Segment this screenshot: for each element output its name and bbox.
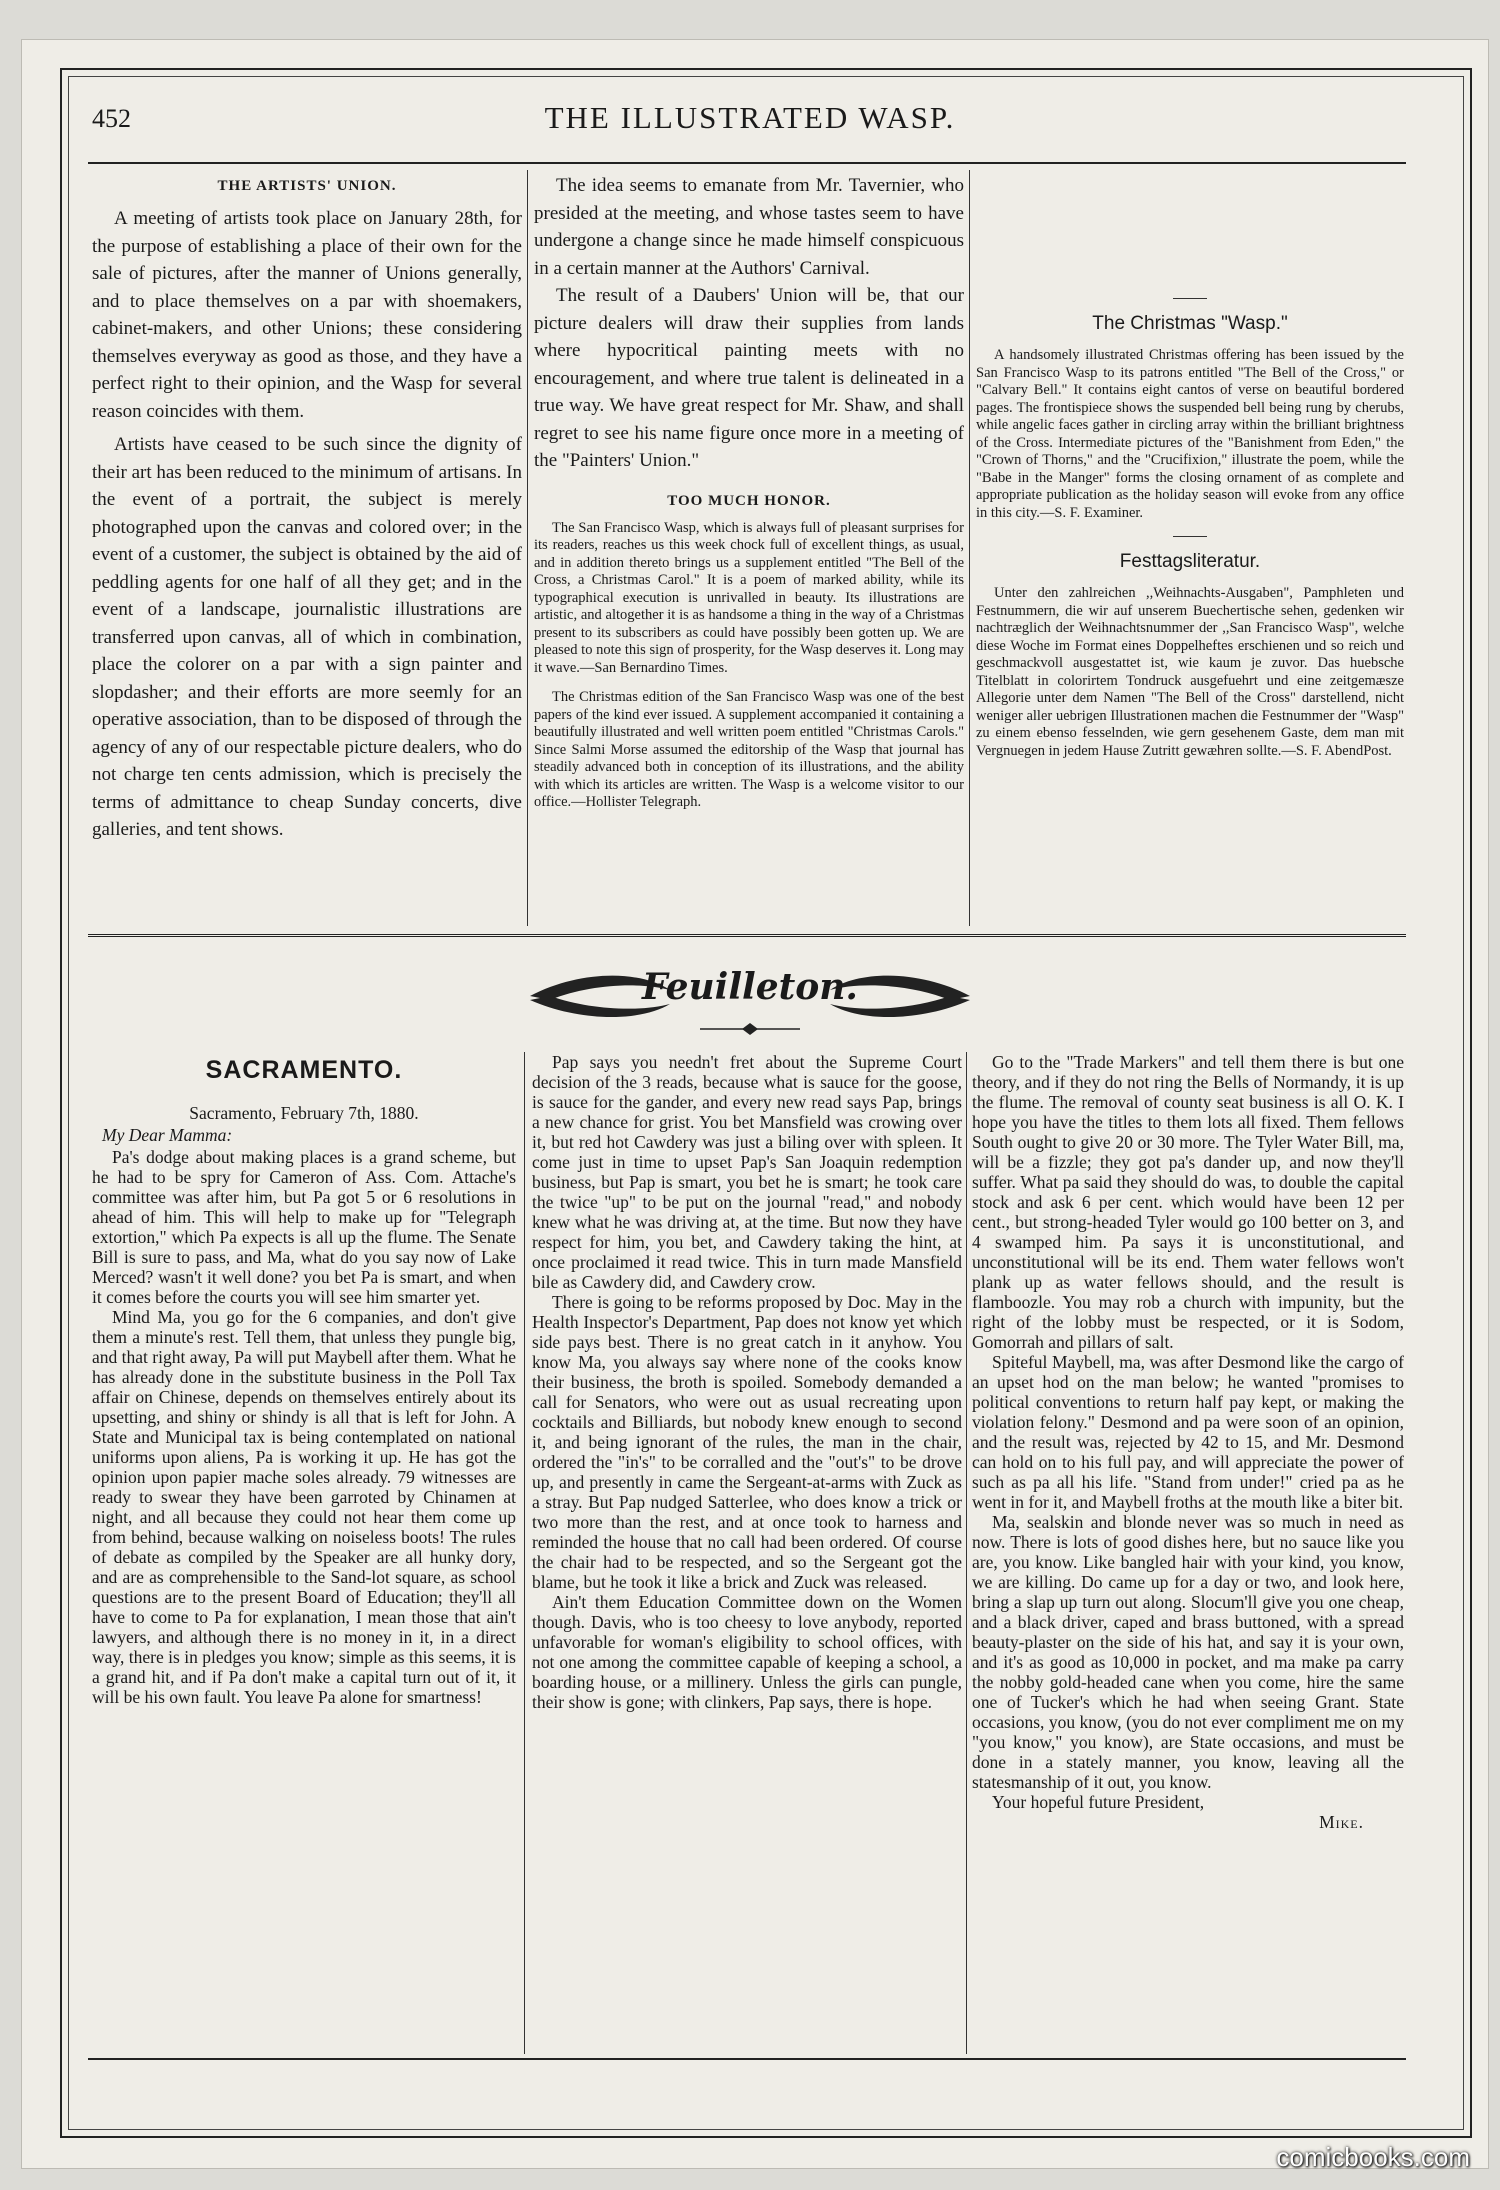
sacramento-salutation: My Dear Mamma: [102,1125,233,1145]
column-artists-union [92,172,522,844]
column-rule [966,1052,967,2054]
too-much-honor-paragraph: The San Francisco Wasp, which is always full of pleasant surprises for its readers, reaches us this week chock full of excellent things, as usual, and in addition thereto brings us a supplement entitled "The Bell of the Cross, a Christmas Carol." It is a poem of marked ability, while its typographical execution is unrivalled in beauty. Its illustrations are artistic, and altogether it is as handsome a thing in the way of a Christmas present to its subscribers as could have possibly been gotten up. We are pleased to note this sign of prosperity, for the Wasp deserves it. Long may it wave.—San Bernardino Times. [534,519,964,676]
christmas-wasp-heading: The Christmas "Wasp." [1092,313,1288,334]
festtags-body [976,585,1404,760]
too-much-honor-paragraph: The Christmas edition of the San Francisco Wasp was one of the best papers of the kind ever issued. A supplement accompanied it containing a beautifully illustrated and well written poem entitled "Christmas Carols." Since Salmi Morse assumed the editorship of the Wasp that journal has steadily advanced both in conception of its illustrations, and the ability with which its articles are written. The Wasp is a welcome visitor to our office.—Hollister Telegraph. [534,689,964,810]
artists-union-heading: THE ARTISTS' UNION. [217,178,397,194]
column-sacramento-1 [92,1050,516,1707]
sacramento-body-1 [92,1103,516,1707]
sacramento-paragraph: Ma, sealskin and blonde never was so much in need as now. There is lots of good dishes here, but no sauce like you are, you know. Like bangled hair with your kind, you know, we are killing. Do came up for a day or two, and look here, bring a slap up turn out along. Slocum'll give you one cheap, and a black driver, caped and brass buttoned, with a spread beauty-plaster on the side of his hat, and say it is your own, and it's as good as 10,000 in pocket, and ma make pa carry the nobby gold-headed cane when you come, hire the same one of Tucker's which he had when seeing Grant. State occasions, you know, (you do not ever compliment me on my "you know," you know), are State occasions, and must be done in a stately manner, you know, leaving all the statesmanship of it out, you know. [972,1512,1404,1792]
feuilleton-title: Feuilleton. [642,966,858,1008]
column-sacramento-3 [972,1052,1404,1832]
column-sacramento-2 [532,1052,962,1712]
column-artists-union-cont [534,172,964,812]
sacramento-signature: Mike. [1319,1812,1364,1832]
sacramento-paragraph: Spiteful Maybell, ma, was after Desmond like the cargo of an upset hod on the man below; he wanted "promises to political conventions to return half pay kept, or making the violation felony." Desmond and pa were soon of an opinion, and the result was, rejected by 42 to 15, and Mr. Desmond can hold on to his full pay, and will appreciate the power of such as pa all his life. "Stand from under!" cried pa as he went in for it, and Maybell froths at the mouth like a biter bit. [972,1352,1404,1512]
page-number: 452 [92,104,131,133]
artists-union-paragraph: Artists have ceased to be such since the dignity of their art has been reduced to the minimum of artisans. In the event of a portrait, the subject is merely photographed upon the canvas and colored over; in the event of a customer, the subject is obtained by the aid of peddling agents for one half of all they get; and in the event of a landscape, journalistic illustrations are transferred upon canvas, all of which in combination, place the colorer on a par with a sign painter and slopdasher; and their efforts are more seemly for an operative association, than to be disposed of through the agency of any of our respectable picture dealers, who do not charge ten cents admission, which is precisely the terms of admittance to cheap Sunday concerts, dive galleries, and tent shows. [92,434,523,840]
sacramento-body-3 [972,1052,1404,1832]
too-much-honor-body [534,520,964,812]
artists-union-paragraph: A meeting of artists took place on January 28th, for the purpose of establishing a place of their own for the sale of pictures, after the manner of Unions generally, and to place themselves on a par with shoemakers, cabinet-makers, and other Unions; these considering themselves everyway as good as those, and they have a perfect right to their opinion, and the Wasp for several reason coincides with them. [92,208,522,422]
artists-union-paragraph: The result of a Daubers' Union will be, that our picture dealers will draw their supplies from lands where hypocritical painting meets with no encouragement, and where true talent is delineated in a true way. We have great respect for Mr. Shaw, and shall regret to see his name figure once more in a meeting of the "Painters' Union." [534,285,964,471]
sacramento-paragraph: Go to the "Trade Markers" and tell them there is but one theory, and if they do not ring the Bells of Normandy, it is up the flume. The removal of county seat business is all O. K. I hope you have the titles to them lots all fixed. Them fellows South ought to give 20 or 30 more. The Tyler Water Bill, ma, will be a fizzle; they got pa's dander up, and now they'll suffer. What pa said they should do was, to double the capital stock and ask 6 per cent. which would have been 12 per cent., but strong-headed Tyler would go 100 better on 3, and 4 swamped him. Pa says it is unconstitutional, and unconstitutional will be its end. Them water fellows won't plank up as water fellows should, and the result is flamboozle. You may rob a church with impunity, but the right of the lobby must be respected, or it is Sodom, Gomorrah and pillars of salt. [972,1052,1404,1352]
sacramento-closing: Your hopeful future President, [992,1792,1205,1812]
artists-union-paragraph: The idea seems to emanate from Mr. Tavernier, who presided at the meeting, and whose tastes seem to have undergone a change since he made himself conspicuous in a certain manner at the Authors' Carnival. [534,175,964,279]
artists-union-body [92,205,522,844]
section-rule [88,934,1406,937]
festtags-paragraph: Unter den zahlreichen ,,Weihnachts-Ausgaben", Pamphleten und Festnummern, die wir auf unserem Buechertische sehen, gedenken wir nachtræglich der Weihnachtsnummer der ,,San Francisco Wasp", welche diese Woche im Format eines Doppelheftes erschienen und so reich und geschmackvoll ausgestattet ist, wie kaum je zuvor. Das huebsche Titelblatt in colorirtem Tondruck ausgefuehrt und eine zeitgemæsze Allegorie unter dem Namen "The Bell of the Cross" darstellend, nicht weniger aller uebrigen Illustrationen machen die Festnummer der "Wasp" zu einem ebenso fesselnden, wie gern gesehenem Gaste, dem man mit Vergnuegen in jedem Hause Zutritt gewæhren sollte.—S. F. AbendPost. [976,585,1404,759]
sacramento-paragraph: Pap says you needn't fret about the Supreme Court decision of the 3 reads, because what is sauce for the goose, is sauce for the gander, and every new read says Pap, brings a new chance for grist. You bet Mansfield was crowing over it, but red hot Cawdery was just a biling over with spleen. It come just in time to upset Pap's San Joaquin redemption business, but Pap is smart, you bet he is smart; he took care the twice "up" to be put on the journal "read," and nobody knew what he was driving at, at the time. But now they have respect for him, you bet, and Cawdery taking the hint, at once proclaimed it read twice. This in turn made Mansfield bile as Cawdery did, and Cawdery crow. [532,1052,962,1292]
festtags-heading: Festtagsliteratur. [1119,551,1261,572]
separator-dash [1173,536,1207,537]
sacramento-dateline: Sacramento, February 7th, 1880. [189,1103,419,1123]
watermark: comicbooks.com [1276,2142,1470,2172]
sacramento-paragraph: Mind Ma, you go for the 6 companies, and don't give them a minute's rest. Tell them, that unless they pungle big, and that right away, Pa will put Maybell after them. What he has already done in the substitute business in the Poll Tax affair on Chinese, depends on themselves entirely about its upsetting, and shiny or shindy is all that is left for John. A State and Municipal tax is being contemplated on national uniforms upon aliens, Pa is working it up. He has got the opinion upon papier mache soles already. 79 witnesses are ready to swear they have been garroted by Chinamen at night, and all because they could not hear them come up from behind, because walking on noiseless boots! The rules of debate as compiled by the Speaker are all hunky dory, and are as comprehensible to the Sand-lot square, as school questions are to the present Board of Education; they'll all have to come to Pa for explanation, I mean those that ain't lawyers, and although there is no money in it, in a direct way, there is in pledges you know; simple as this seems, it is a grand hit, and if Pa don't make a capital turn out of it, it will be his own fault. You leave Pa alone for smartness! [92,1307,516,1707]
column-christmas-wasp [976,172,1404,760]
column-rule [527,170,528,926]
sacramento-body-2 [532,1052,962,1712]
sacramento-paragraph: Pa's dodge about making places is a grand scheme, but he had to be spry for Cameron of Ass. Com. Attache's committee was after him, but Pa got 5 or 6 resolutions in ahead of him. This will help to make up for "Telegraph extortion," which Pa expects is all up the flume. The Senate Bill is sure to pass, and Ma, what do you say now of Lake Merced? wasn't it well done? you bet Pa is smart, and when it comes before the courts you will see him smarter yet. [92,1147,516,1307]
header-rule [88,162,1406,164]
divider-ornament [700,1022,800,1036]
christmas-wasp-body [976,347,1404,522]
masthead: THE ILLUSTRATED WASP. [544,100,956,135]
too-much-honor-continued-space [976,172,1404,284]
too-much-honor-heading: TOO MUCH HONOR. [667,492,831,509]
sacramento-paragraph: Ain't them Education Committee down on the Women though. Davis, who is too cheesy to love anybody, reported unfavorable for woman's eligibility to school offices, with not one among the committee capable of keeping a school, a boarding house, or a millinery. Unless the girls can pungle, their show is gone; with clinkers, Pap says, there is hope. [532,1592,962,1712]
feuilleton-banner [520,960,980,1030]
sacramento-paragraph: There is going to be reforms proposed by Doc. May in the Health Inspector's Department, Pap does not know yet which side pays best. There is no great catch in it anyhow. You know Ma, you always say where none of the cooks know their business, the broth is spoiled. Somebody demanded a call for Senators, who were out as usual recreating upon cocktails and Billiards, but nobody knew enough to second it, and being ignorant of the rules, the man in the chair, ordered the "in's" to be corralled and the "out's" to be drove up, and presently in came the Sergeant-at-arms with Zuck as a stray. But Pap nudged Satterlee, who does know a trick or two more than the rest, and at once took to harness and reminded the house that no call had been ordered. Of course the chair had to be respected, and so the Sergeant got the blame, but he took it like a brick and Zuck was released. [532,1292,962,1592]
christmas-wasp-paragraph: A handsomely illustrated Christmas offering has been issued by the San Francisco Wasp to its patrons entitled "The Bell of the Cross," or "Calvary Bell." It contains eight cantos of verse on beautiful bordered pages. The frontispiece shows the suspended bell being rung by cherubs, while angelic faces gather in circling array within the brilliant brightness of the Cross. Intermediate pictures of the "Banishment from Eden," the "Crown of Thorns," and the "Crucifixion," illustrate the poem, while the "Babe in the Manger" forms the closing ornament of as complete and appropriate publication as the holiday season will evoke from any office in this city.—S. F. Examiner. [976,347,1404,521]
artists-union-continued [534,172,964,475]
sacramento-heading: SACRAMENTO. [205,1056,403,1084]
separator-dash [1173,298,1207,299]
column-rule [969,170,970,926]
column-rule [524,1052,525,2054]
bottom-rule [88,2058,1406,2060]
